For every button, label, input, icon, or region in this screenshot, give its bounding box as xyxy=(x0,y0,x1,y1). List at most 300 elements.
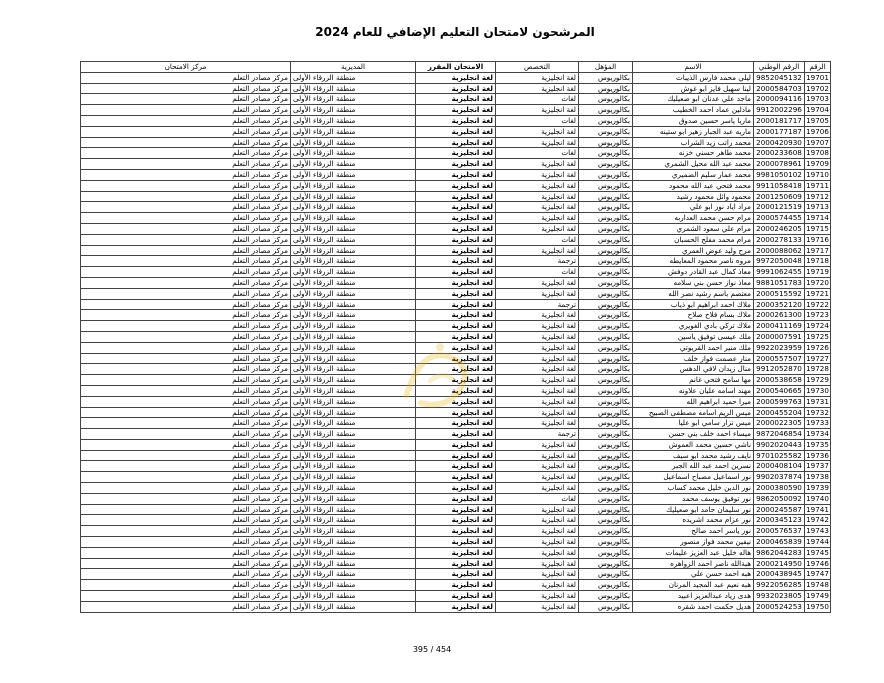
national-id-cell: 9922056285 xyxy=(754,580,805,591)
name-cell: مرح وليد عوض العمري xyxy=(633,245,754,256)
exam-cell: لغة انجليزية xyxy=(416,450,496,461)
exam-center-cell: مركز مصادر التعلم xyxy=(81,591,291,602)
specialization-cell: لغة انجليزية xyxy=(496,213,579,224)
row-number-cell: 19730 xyxy=(806,385,829,395)
qualification-cell: بكالوريوس xyxy=(579,331,633,342)
name-cell: منال زيدان لافي الدهس xyxy=(633,364,754,375)
table-row xyxy=(81,256,831,267)
row-number-cell: 19735 xyxy=(806,439,829,449)
exam-center-cell: مركز مصادر التعلم xyxy=(81,202,291,213)
specialization-cell: ترجمة xyxy=(496,256,579,267)
specialization-cell: لغة انجليزية xyxy=(496,580,579,591)
column-header-exam: الامتحان المقرر xyxy=(416,62,496,73)
name-cell: نور الدين خليل محمد كساب xyxy=(633,483,754,494)
exam-center-cell: مركز مصادر التعلم xyxy=(81,342,291,353)
name-cell: نسرين احمد عبد الله الجبر xyxy=(633,461,754,472)
national-id-cell: 2000574455 xyxy=(754,213,805,224)
national-id-cell: 2000599763 xyxy=(754,396,805,407)
exam-center-cell: مركز مصادر التعلم xyxy=(81,418,291,429)
specialization-cell: لغة انجليزية xyxy=(496,83,579,94)
national-id-cell: 9862044283 xyxy=(754,547,805,558)
specialization-cell: ترجمة xyxy=(496,429,579,440)
row-number-cell: 19716 xyxy=(806,234,829,244)
table-row xyxy=(81,418,831,429)
exam-cell: لغة انجليزية xyxy=(416,321,496,332)
exam-center-cell: مركز مصادر التعلم xyxy=(81,321,291,332)
national-id-cell: 2000261300 xyxy=(754,310,805,321)
qualification-cell: بكالوريوس xyxy=(579,72,633,83)
exam-center-cell: مركز مصادر التعلم xyxy=(81,493,291,504)
exam-cell: لغة انجليزية xyxy=(416,331,496,342)
name-cell: نيفين محمد فواز منصور xyxy=(633,537,754,548)
exam-cell: لغة انجليزية xyxy=(416,191,496,202)
directorate-cell: منطقة الزرقاء الأولى xyxy=(291,180,416,191)
name-cell: ميس الريم اسامه مصطفى الصبيح xyxy=(633,407,754,418)
qualification-cell: بكالوريوس xyxy=(579,385,633,396)
row-number-cell: 19705 xyxy=(806,115,829,125)
exam-center-cell: مركز مصادر التعلم xyxy=(81,267,291,278)
exam-center-cell: مركز مصادر التعلم xyxy=(81,558,291,569)
specialization-cell: لغة انجليزية xyxy=(496,191,579,202)
table-row xyxy=(81,385,831,396)
row-number-cell: 19738 xyxy=(806,472,829,482)
exam-center-cell: مركز مصادر التعلم xyxy=(81,375,291,386)
name-cell: مروه ناصر محمود المعايطه xyxy=(633,256,754,267)
national-id-cell: 2000088062 xyxy=(754,245,805,256)
exam-center-cell: مركز مصادر التعلم xyxy=(81,472,291,483)
national-id-cell: 2000094116 xyxy=(754,94,805,105)
qualification-cell: بكالوريوس xyxy=(579,213,633,224)
table-row xyxy=(81,439,831,450)
name-cell: ماريا ياسر حسين صدوق xyxy=(633,115,754,126)
table-row xyxy=(81,547,831,558)
row-number-cell: 19707 xyxy=(806,137,829,147)
specialization-cell: لغة انجليزية xyxy=(496,547,579,558)
qualification-cell: بكالوريوس xyxy=(579,375,633,386)
name-cell: ملك عيسى توفيق ياسين xyxy=(633,331,754,342)
national-id-cell: 2000352120 xyxy=(754,299,805,310)
national-id-cell: 9911058418 xyxy=(754,180,805,191)
specialization-cell: لغة انجليزية xyxy=(496,537,579,548)
table-row xyxy=(81,375,831,386)
table-row xyxy=(81,353,831,364)
qualification-cell: بكالوريوس xyxy=(579,159,633,170)
exam-center-cell: مركز مصادر التعلم xyxy=(81,148,291,159)
row-number-cell: 19708 xyxy=(806,148,829,158)
specialization-cell: لغة انجليزية xyxy=(496,461,579,472)
specialization-cell: لغة انجليزية xyxy=(496,375,579,386)
name-cell: نور عزام محمد اشريده xyxy=(633,515,754,526)
directorate-cell: منطقة الزرقاء الأولى xyxy=(291,277,416,288)
national-id-cell: 9932023805 xyxy=(754,591,805,602)
row-number-cell: 19743 xyxy=(806,526,829,536)
national-id-cell: 2000540665 xyxy=(754,385,805,396)
name-cell: معاذ كمال عبد القادر دوفش xyxy=(633,267,754,278)
directorate-cell: منطقة الزرقاء الأولى xyxy=(291,558,416,569)
national-id-cell: 2000078961 xyxy=(754,159,805,170)
specialization-cell: لغة انجليزية xyxy=(496,353,579,364)
specialization-cell: لغة انجليزية xyxy=(496,483,579,494)
specialization-cell: لغة انجليزية xyxy=(496,364,579,375)
directorate-cell: منطقة الزرقاء الأولى xyxy=(291,504,416,515)
table-row xyxy=(81,105,831,116)
national-id-cell: 2000345123 xyxy=(754,515,805,526)
directorate-cell: منطقة الزرقاء الأولى xyxy=(291,515,416,526)
directorate-cell: منطقة الزرقاء الأولى xyxy=(291,159,416,170)
name-cell: لينا سهيل فايز ابو غوش xyxy=(633,83,754,94)
exam-cell: لغة انجليزية xyxy=(416,439,496,450)
column-header-name: الاسم xyxy=(633,62,754,73)
national-id-cell: 9872046854 xyxy=(754,429,805,440)
directorate-cell: منطقة الزرقاء الأولى xyxy=(291,148,416,159)
exam-center-cell: مركز مصادر التعلم xyxy=(81,310,291,321)
name-cell: مها سامح فتحي غانم xyxy=(633,375,754,386)
specialization-cell: لغات xyxy=(496,115,579,126)
specialization-cell: لغة انجليزية xyxy=(496,321,579,332)
exam-cell: لغة انجليزية xyxy=(416,267,496,278)
specialization-cell: لغة انجليزية xyxy=(496,472,579,483)
qualification-cell: بكالوريوس xyxy=(579,396,633,407)
directorate-cell: منطقة الزرقاء الأولى xyxy=(291,418,416,429)
table-row xyxy=(81,310,831,321)
qualification-cell: بكالوريوس xyxy=(579,310,633,321)
exam-cell: لغة انجليزية xyxy=(416,342,496,353)
qualification-cell: بكالوريوس xyxy=(579,277,633,288)
name-cell: هبةالله ناصر احمد الزواهره xyxy=(633,558,754,569)
table-row xyxy=(81,591,831,602)
name-cell: نور اسماعيل مصباح اسماعيل xyxy=(633,472,754,483)
table-body xyxy=(81,72,831,612)
specialization-cell: لغة انجليزية xyxy=(496,601,579,612)
table-row xyxy=(81,601,831,612)
table-row xyxy=(81,94,831,105)
exam-cell: لغة انجليزية xyxy=(416,180,496,191)
row-number-cell: 19702 xyxy=(806,83,829,93)
name-cell: معتصم باسم رشيد نصر الله xyxy=(633,288,754,299)
specialization-cell: لغة انجليزية xyxy=(496,180,579,191)
page-title: المرشحون لامتحان التعليم الإضافي للعام 2024 xyxy=(315,25,595,39)
qualification-cell: بكالوريوس xyxy=(579,569,633,580)
name-cell: محمد راتب زيد الشراب xyxy=(633,137,754,148)
exam-cell: لغة انجليزية xyxy=(416,418,496,429)
qualification-cell: بكالوريوس xyxy=(579,191,633,202)
exam-cell: لغة انجليزية xyxy=(416,72,496,83)
directorate-cell: منطقة الزرقاء الأولى xyxy=(291,353,416,364)
table-row xyxy=(81,267,831,278)
exam-cell: لغة انجليزية xyxy=(416,245,496,256)
name-cell: مرام حسن محمد العداربه xyxy=(633,213,754,224)
table-row xyxy=(81,234,831,245)
row-number-cell: 19746 xyxy=(806,558,829,568)
qualification-cell: بكالوريوس xyxy=(579,126,633,137)
specialization-cell: لغة انجليزية xyxy=(496,72,579,83)
national-id-cell: 9972050048 xyxy=(754,256,805,267)
row-number-cell: 19715 xyxy=(806,223,829,233)
directorate-cell: منطقة الزرقاء الأولى xyxy=(291,407,416,418)
specialization-cell: لغة انجليزية xyxy=(496,342,579,353)
exam-center-cell: مركز مصادر التعلم xyxy=(81,331,291,342)
directorate-cell: منطقة الزرقاء الأولى xyxy=(291,105,416,116)
exam-center-cell: مركز مصادر التعلم xyxy=(81,191,291,202)
exam-cell: لغة انجليزية xyxy=(416,580,496,591)
qualification-cell: بكالوريوس xyxy=(579,591,633,602)
exam-cell: لغة انجليزية xyxy=(416,493,496,504)
exam-center-cell: مركز مصادر التعلم xyxy=(81,223,291,234)
national-id-cell: 2000584703 xyxy=(754,83,805,94)
exam-cell: لغة انجليزية xyxy=(416,148,496,159)
exam-center-cell: مركز مصادر التعلم xyxy=(81,277,291,288)
name-cell: هدى زياد عبدالعزيز اعبيد xyxy=(633,591,754,602)
exam-center-cell: مركز مصادر التعلم xyxy=(81,126,291,137)
specialization-cell: لغة انجليزية xyxy=(496,558,579,569)
row-number-cell: 19742 xyxy=(806,515,829,525)
national-id-cell: 2000438945 xyxy=(754,569,805,580)
row-number-cell: 19719 xyxy=(806,267,829,277)
table-row xyxy=(81,213,831,224)
directorate-cell: منطقة الزرقاء الأولى xyxy=(291,396,416,407)
directorate-cell: منطقة الزرقاء الأولى xyxy=(291,256,416,267)
table-row xyxy=(81,558,831,569)
directorate-cell: منطقة الزرقاء الأولى xyxy=(291,375,416,386)
exam-center-cell: مركز مصادر التعلم xyxy=(81,515,291,526)
name-cell: ميرا حميد ابراهيم الله xyxy=(633,396,754,407)
specialization-cell: لغة انجليزية xyxy=(496,331,579,342)
table-row xyxy=(81,223,831,234)
row-number-cell: 19723 xyxy=(806,310,829,320)
exam-cell: لغة انجليزية xyxy=(416,94,496,105)
exam-center-cell: مركز مصادر التعلم xyxy=(81,159,291,170)
directorate-cell: منطقة الزرقاء الأولى xyxy=(291,461,416,472)
national-id-cell: 2000181717 xyxy=(754,115,805,126)
exam-cell: لغة انجليزية xyxy=(416,310,496,321)
exam-cell: لغة انجليزية xyxy=(416,396,496,407)
row-number-cell: 19706 xyxy=(806,126,829,136)
exam-cell: لغة انجليزية xyxy=(416,126,496,137)
name-cell: محمد طاهر حسني خزنه xyxy=(633,148,754,159)
exam-center-cell: مركز مصادر التعلم xyxy=(81,461,291,472)
qualification-cell: بكالوريوس xyxy=(579,180,633,191)
qualification-cell: بكالوريوس xyxy=(579,342,633,353)
exam-center-cell: مركز مصادر التعلم xyxy=(81,169,291,180)
column-header-exam-center: مركز الامتحان xyxy=(81,62,291,73)
name-cell: ملاك احمد ابراهيم ابو ذياب xyxy=(633,299,754,310)
exam-center-cell: مركز مصادر التعلم xyxy=(81,429,291,440)
row-number-cell: 19718 xyxy=(806,256,829,266)
specialization-cell: لغة انجليزية xyxy=(496,418,579,429)
directorate-cell: منطقة الزرقاء الأولى xyxy=(291,72,416,83)
directorate-cell: منطقة الزرقاء الأولى xyxy=(291,299,416,310)
name-cell: هاله خليل عبد العزيز عليمات xyxy=(633,547,754,558)
exam-cell: لغة انجليزية xyxy=(416,353,496,364)
row-number-cell: 19741 xyxy=(806,504,829,514)
row-number-cell: 19733 xyxy=(806,418,829,428)
page-indicator: 395 / 454 xyxy=(412,645,452,654)
national-id-cell: 2000465839 xyxy=(754,537,805,548)
name-cell: هبه احمد حسن علي xyxy=(633,569,754,580)
name-cell: ليلي محمد فارس الذيبات xyxy=(633,72,754,83)
national-id-cell: 2000576537 xyxy=(754,526,805,537)
row-number-cell: 19720 xyxy=(806,277,829,287)
exam-cell: لغة انجليزية xyxy=(416,483,496,494)
specialization-cell: لغة انجليزية xyxy=(496,105,579,116)
national-id-cell: 2000515592 xyxy=(754,288,805,299)
name-cell: منار عصمت فواز خلف xyxy=(633,353,754,364)
table-row xyxy=(81,115,831,126)
qualification-cell: بكالوريوس xyxy=(579,493,633,504)
table-row xyxy=(81,126,831,137)
directorate-cell: منطقة الزرقاء الأولى xyxy=(291,94,416,105)
exam-cell: لغة انجليزية xyxy=(416,429,496,440)
exam-cell: لغة انجليزية xyxy=(416,137,496,148)
national-id-cell: 9991062455 xyxy=(754,267,805,278)
specialization-cell: لغات xyxy=(496,148,579,159)
table-row xyxy=(81,321,831,332)
directorate-cell: منطقة الزرقاء الأولى xyxy=(291,288,416,299)
specialization-cell: ترجمة xyxy=(496,299,579,310)
name-cell: محمد عبد الله محيل الشمري xyxy=(633,159,754,170)
table-row xyxy=(81,580,831,591)
directorate-cell: منطقة الزرقاء الأولى xyxy=(291,385,416,396)
table-row xyxy=(81,537,831,548)
table-row xyxy=(81,450,831,461)
national-id-cell: 2000245587 xyxy=(754,504,805,515)
exam-center-cell: مركز مصادر التعلم xyxy=(81,547,291,558)
directorate-cell: منطقة الزرقاء الأولى xyxy=(291,472,416,483)
candidates-table xyxy=(80,61,831,613)
exam-center-cell: مركز مصادر التعلم xyxy=(81,256,291,267)
directorate-cell: منطقة الزرقاء الأولى xyxy=(291,223,416,234)
exam-cell: لغة انجليزية xyxy=(416,115,496,126)
qualification-cell: بكالوريوس xyxy=(579,580,633,591)
exam-cell: لغة انجليزية xyxy=(416,472,496,483)
row-number-cell: 19739 xyxy=(806,483,829,493)
directorate-cell: منطقة الزرقاء الأولى xyxy=(291,137,416,148)
exam-center-cell: مركز مصادر التعلم xyxy=(81,504,291,515)
directorate-cell: منطقة الزرقاء الأولى xyxy=(291,245,416,256)
directorate-cell: منطقة الزرقاء الأولى xyxy=(291,429,416,440)
national-id-cell: 9881051783 xyxy=(754,277,805,288)
national-id-cell: 2000022305 xyxy=(754,418,805,429)
exam-center-cell: مركز مصادر التعلم xyxy=(81,364,291,375)
directorate-cell: منطقة الزرقاء الأولى xyxy=(291,569,416,580)
exam-center-cell: مركز مصادر التعلم xyxy=(81,396,291,407)
name-cell: ماجد علي عدنان ابو صعيليك xyxy=(633,94,754,105)
directorate-cell: منطقة الزرقاء الأولى xyxy=(291,310,416,321)
name-cell: نور ياسر احمد صالح xyxy=(633,526,754,537)
specialization-cell: لغة انجليزية xyxy=(496,223,579,234)
specialization-cell: لغة انجليزية xyxy=(496,245,579,256)
exam-center-cell: مركز مصادر التعلم xyxy=(81,245,291,256)
table-row xyxy=(81,569,831,580)
table-row xyxy=(81,72,831,83)
row-number-cell: 19736 xyxy=(806,450,829,460)
row-number-cell: 19713 xyxy=(806,202,829,212)
table-header xyxy=(81,62,831,73)
exam-cell: لغة انجليزية xyxy=(416,277,496,288)
specialization-cell: لغة انجليزية xyxy=(496,439,579,450)
exam-cell: لغة انجليزية xyxy=(416,256,496,267)
specialization-cell: لغة انجليزية xyxy=(496,385,579,396)
header-row xyxy=(81,62,831,73)
qualification-cell: بكالوريوس xyxy=(579,267,633,278)
directorate-cell: منطقة الزرقاء الأولى xyxy=(291,234,416,245)
column-header-qualification: المؤهل xyxy=(579,62,633,73)
exam-cell: لغة انجليزية xyxy=(416,234,496,245)
table-row xyxy=(81,472,831,483)
qualification-cell: بكالوريوس xyxy=(579,418,633,429)
qualification-cell: بكالوريوس xyxy=(579,547,633,558)
directorate-cell: منطقة الزرقاء الأولى xyxy=(291,169,416,180)
national-id-cell: 9922023959 xyxy=(754,342,805,353)
national-id-cell: 9912002296 xyxy=(754,105,805,116)
column-header-national-id: الرقم الوطني xyxy=(754,62,805,73)
name-cell: محمد عمار سليم الضميري xyxy=(633,169,754,180)
national-id-cell: 2000278133 xyxy=(754,234,805,245)
qualification-cell: بكالوريوس xyxy=(579,137,633,148)
name-cell: محمود وائل محمود رشيد xyxy=(633,191,754,202)
specialization-cell: لغة انجليزية xyxy=(496,396,579,407)
directorate-cell: منطقة الزرقاء الأولى xyxy=(291,364,416,375)
exam-cell: لغة انجليزية xyxy=(416,569,496,580)
row-number-cell: 19740 xyxy=(806,493,829,503)
exam-cell: لغة انجليزية xyxy=(416,213,496,224)
national-id-cell: 2000214950 xyxy=(754,558,805,569)
national-id-cell: 2000380590 xyxy=(754,483,805,494)
specialization-cell: لغة انجليزية xyxy=(496,159,579,170)
row-number-cell: 19714 xyxy=(806,213,829,223)
exam-cell: لغة انجليزية xyxy=(416,375,496,386)
specialization-cell: لغة انجليزية xyxy=(496,591,579,602)
row-number-cell: 19709 xyxy=(806,159,829,169)
row-number-cell: 19745 xyxy=(806,547,829,557)
national-id-cell: 2000007591 xyxy=(754,331,805,342)
name-cell: ملك منير احمد القريوتي xyxy=(633,342,754,353)
exam-center-cell: مركز مصادر التعلم xyxy=(81,569,291,580)
table-row xyxy=(81,493,831,504)
qualification-cell: بكالوريوس xyxy=(579,472,633,483)
exam-cell: لغة انجليزية xyxy=(416,105,496,116)
national-id-cell: 2000455204 xyxy=(754,407,805,418)
directorate-cell: منطقة الزرقاء الأولى xyxy=(291,126,416,137)
table-row xyxy=(81,180,831,191)
exam-center-cell: مركز مصادر التعلم xyxy=(81,83,291,94)
specialization-cell: لغة انجليزية xyxy=(496,277,579,288)
row-number-cell: 19721 xyxy=(806,288,829,298)
table-row xyxy=(81,137,831,148)
directorate-cell: منطقة الزرقاء الأولى xyxy=(291,213,416,224)
directorate-cell: منطقة الزرقاء الأولى xyxy=(291,450,416,461)
qualification-cell: بكالوريوس xyxy=(579,364,633,375)
specialization-cell: لغة انجليزية xyxy=(496,169,579,180)
exam-center-cell: مركز مصادر التعلم xyxy=(81,288,291,299)
directorate-cell: منطقة الزرقاء الأولى xyxy=(291,115,416,126)
directorate-cell: منطقة الزرقاء الأولى xyxy=(291,547,416,558)
qualification-cell: بكالوريوس xyxy=(579,256,633,267)
name-cell: معاذ نواز حسن بني سلامه xyxy=(633,277,754,288)
name-cell: ملاك تركي بادي الغويري xyxy=(633,321,754,332)
qualification-cell: بكالوريوس xyxy=(579,234,633,245)
national-id-cell: 9902020443 xyxy=(754,439,805,450)
table-row xyxy=(81,396,831,407)
row-number-cell: 19732 xyxy=(806,407,829,417)
qualification-cell: بكالوريوس xyxy=(579,439,633,450)
exam-cell: لغة انجليزية xyxy=(416,288,496,299)
row-number-cell: 19717 xyxy=(806,245,829,255)
specialization-cell: لغة انجليزية xyxy=(496,407,579,418)
qualification-cell: بكالوريوس xyxy=(579,526,633,537)
row-number-cell: 19724 xyxy=(806,321,829,331)
name-cell: نايف رشيد محمد ابو سيف xyxy=(633,450,754,461)
